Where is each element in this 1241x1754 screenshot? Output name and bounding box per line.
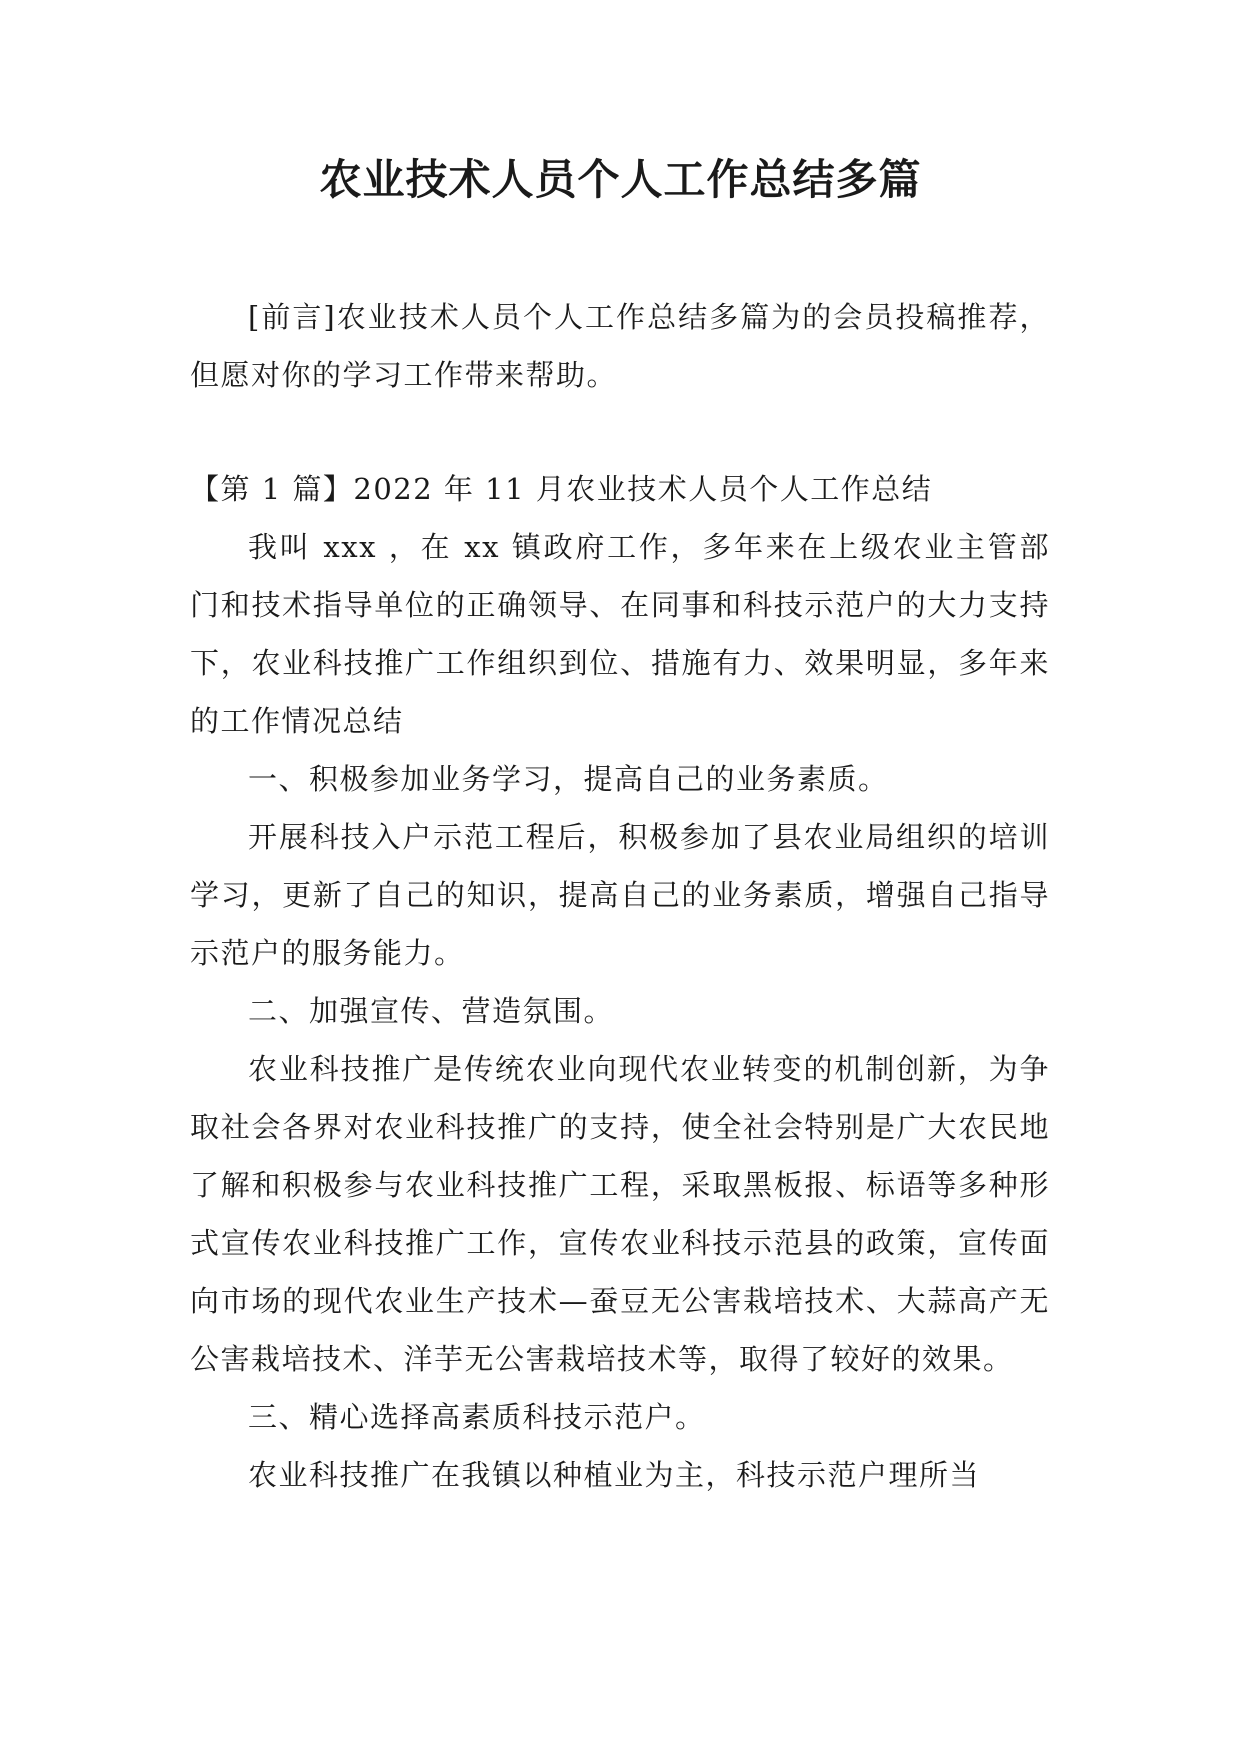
preface-paragraph: [前言]农业技术人员个人工作总结多篇为的会员投稿推荐，但愿对你的学习工作带来帮助。: [190, 300, 1050, 392]
section-heading: 三、精心选择高素质科技示范户。: [248, 1400, 706, 1434]
section-heading: 二、加强宣传、营造氛围。: [248, 994, 615, 1028]
body-paragraph: 农业科技推广在我镇以种植业为主，科技示范户理所当: [248, 1458, 981, 1492]
body-paragraph: 农业科技推广是传统农业向现代农业转变的机制创新，为争取社会各界对农业科技推广的支持，使全社会特别是广大农民地了解和积极参与农业科技推广工程，采取黑板报、标语等多种形式宣传农业科技推广工作，宣传农业科技示范县的政策，宣传面向市场的现代农业生产技术—蚕豆无公害栽培技术、大蒜高产无公害栽培技术、洋芋无公害栽培技术等，取得了较好的效果。: [190, 1052, 1050, 1376]
article-section: [190, 460, 1050, 1504]
section-heading: 一、积极参加业务学习，提高自己的业务素质。: [248, 762, 889, 796]
body-paragraph: 开展科技入户示范工程后，积极参加了县农业局组织的培训学习，更新了自己的知识，提高自己的业务素质，增强自己指导示范户的服务能力。: [190, 820, 1050, 970]
body-paragraph: 我叫 xxx ，在 xx 镇政府工作，多年来在上级农业主管部门和技术指导单位的正确领导、在同事和科技示范户的大力支持下，农业科技推广工作组织到位、措施有力、效果明显，多年来的工作情况总结: [190, 530, 1050, 738]
preface-section: [190, 288, 1050, 404]
document-title: 农业技术人员个人工作总结多篇: [319, 155, 922, 204]
article-heading: 【第 1 篇】2022 年 11 月农业技术人员个人工作总结: [190, 472, 933, 506]
